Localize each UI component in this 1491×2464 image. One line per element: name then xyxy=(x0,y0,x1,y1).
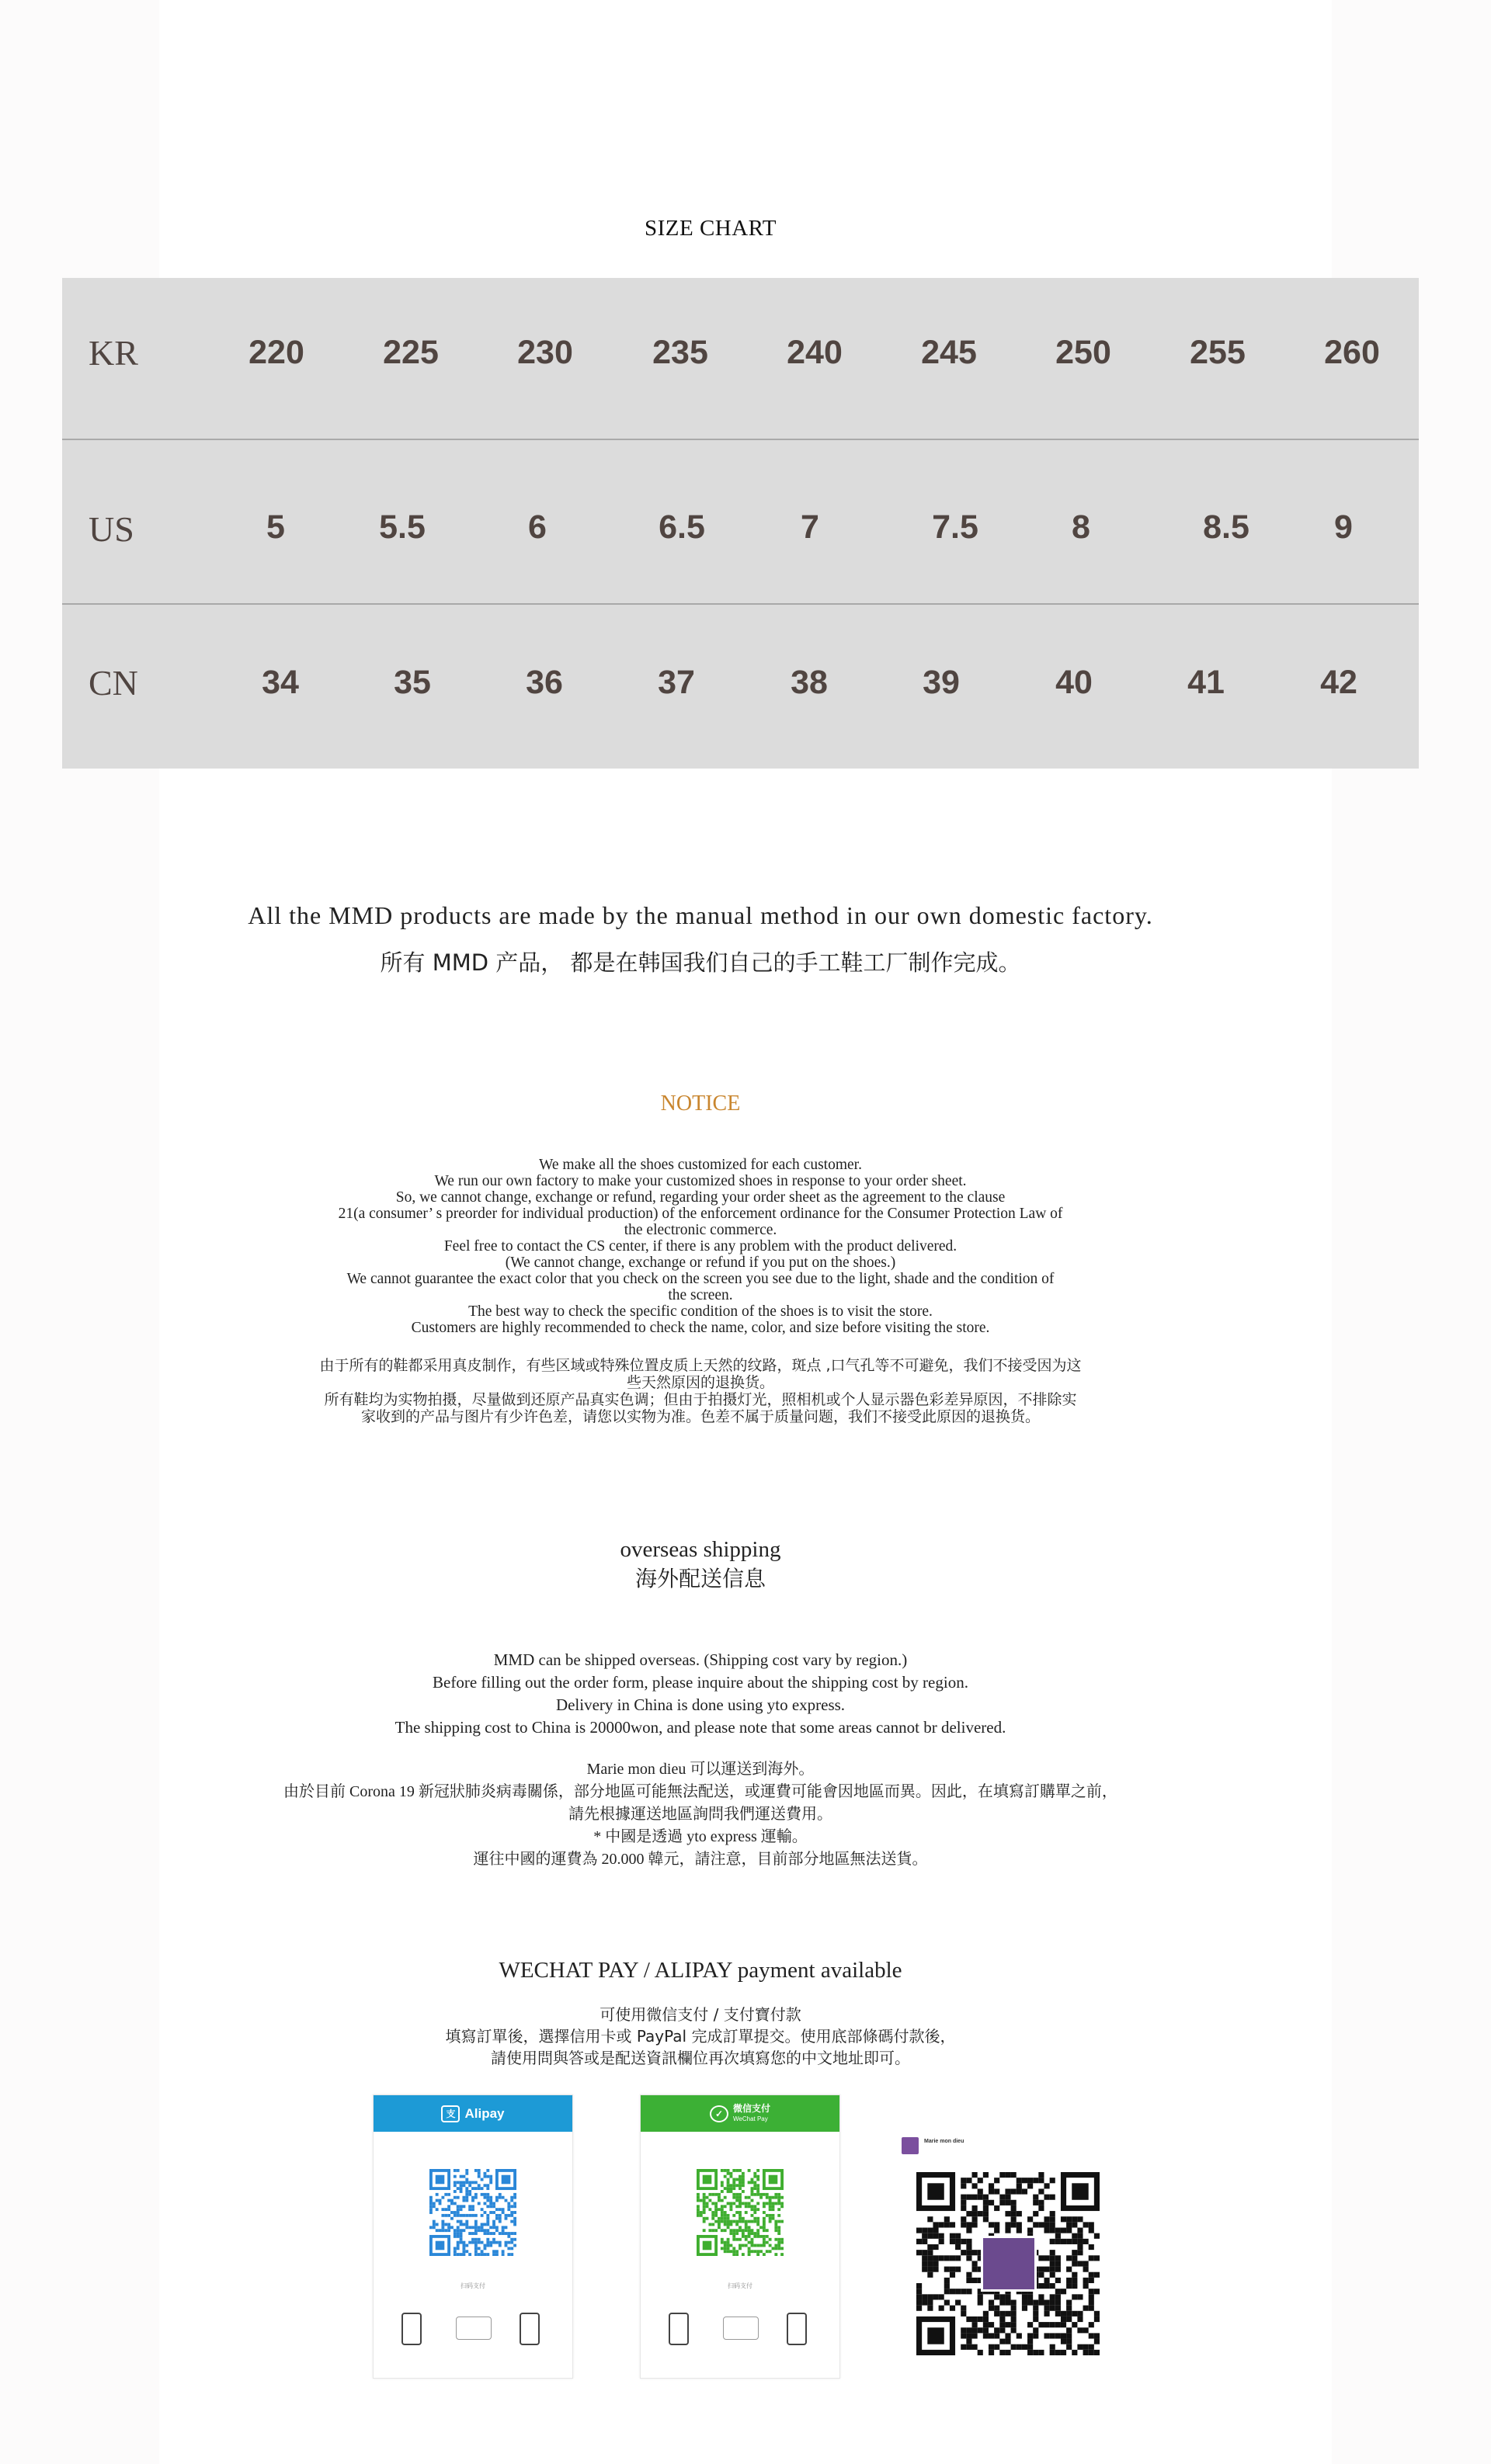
size-cell: 40 xyxy=(1055,664,1093,701)
size-cell: 9 xyxy=(1334,508,1353,546)
payment-text-cn xyxy=(0,2004,1401,2069)
size-cell: 41 xyxy=(1187,664,1225,701)
shipping-line: MMD can be shipped overseas. (Shipping cost vary by region.) xyxy=(493,1650,908,1669)
handmade-statement-cn: 所有 MMD 产品， 都是在韩国我们自己的手工鞋工厂制作完成。 xyxy=(380,949,1021,976)
shipping-line: Before filling out the order form, please inquire about the shipping cost by region. xyxy=(433,1673,968,1692)
shipping-line: 請先根據運送地區詢問我們運送費用。 xyxy=(568,1806,832,1823)
alipay-header xyxy=(374,2095,572,2132)
size-cell: 37 xyxy=(658,664,695,701)
shipping-line: The shipping cost to China is 20000won, and please note that some areas cannot br delivered. xyxy=(394,1718,1006,1737)
size-cell: 220 xyxy=(248,334,304,371)
notice-line: The best way to check the specific condition of the shoes is to visit the store. xyxy=(468,1303,933,1320)
shipping-line: 運往中國的運費為 20.000 韓元，請注意，目前部分地區無法送貨。 xyxy=(473,1851,928,1868)
wechat-pay-header xyxy=(641,2095,839,2132)
notice-line: the electronic commerce. xyxy=(624,1222,777,1238)
payment-line: 請使用問與答或是配送資訊欄位再次填寫您的中文地址即可。 xyxy=(491,2049,910,2067)
size-cell: 42 xyxy=(1320,664,1357,701)
size-cell: 240 xyxy=(787,334,843,371)
alipay-label: Alipay xyxy=(464,2105,505,2121)
size-cell: 235 xyxy=(652,334,708,371)
wechat-contact-name: Marie mon dieu xyxy=(924,2139,964,2144)
wechat-pay-label: 微信支付 xyxy=(732,2102,770,2114)
notice-text-cn xyxy=(0,1357,1401,1425)
size-cell: 225 xyxy=(383,334,439,371)
alipay-caption: 扫码支付 xyxy=(461,2282,485,2289)
wechat-pay-qr-code xyxy=(697,2169,784,2256)
notice-line: We run our own factory to make your customized shoes in response to your order sheet. xyxy=(434,1173,967,1189)
size-cell: 5.5 xyxy=(379,508,426,546)
amount-input-icon xyxy=(456,2317,492,2340)
phone-scan-icon xyxy=(669,2313,689,2345)
wechat-contact-card xyxy=(899,2114,1109,2384)
size-chart-table xyxy=(62,278,1419,769)
size-cell: 255 xyxy=(1190,334,1246,371)
size-cell: 250 xyxy=(1055,334,1111,371)
size-cell: 7 xyxy=(801,508,819,546)
size-cell: 8 xyxy=(1072,508,1090,546)
phone-scan-icon xyxy=(401,2313,422,2345)
notice-text-en xyxy=(0,1157,1401,1336)
notice-line: 由于所有的鞋都采用真皮制作，有些区域或特殊位置皮质上天然的纹路，斑点 ,口气孔等不可避免，我们不接受因为这 xyxy=(319,1357,1082,1374)
size-cell: 36 xyxy=(526,664,563,701)
size-row-label: US xyxy=(89,509,134,549)
shipping-line: 由於目前 Corona 19 新冠狀肺炎病毒關係，部分地區可能無法配送，或運費可能會因地區而異。因此，在填寫訂購單之前， xyxy=(283,1783,1117,1800)
notice-line: 家收到的产品与图片有少许色差，请您以实物为准。色差不属于质量问题，我们不接受此原因的退换货。 xyxy=(360,1408,1040,1425)
shipping-line: Delivery in China is done using yto express. xyxy=(555,1695,846,1714)
size-cell: 35 xyxy=(394,664,431,701)
notice-line: 所有鞋均为实物拍摄，尽量做到还原产品真实色调；但由于拍摄灯光，照相机或个人显示器色彩差异原因，不排除实 xyxy=(324,1391,1077,1408)
shipping-text-en xyxy=(0,1649,1401,1739)
notice-line: We make all the shoes customized for each customer. xyxy=(539,1157,862,1173)
wechat-pay-steps xyxy=(669,2313,812,2359)
size-cell: 5 xyxy=(266,508,285,546)
alipay-steps xyxy=(401,2313,544,2359)
size-cell: 39 xyxy=(923,664,960,701)
shipping-line: * 中國是透過 yto express 運輸。 xyxy=(593,1828,808,1845)
size-row-kr xyxy=(62,278,1419,439)
payment-line: 可使用微信支付 / 支付寶付款 xyxy=(600,2005,801,2024)
shipping-title-cn: 海外配送信息 xyxy=(634,1566,766,1591)
size-cell: 245 xyxy=(921,334,977,371)
size-row-label: KR xyxy=(89,333,138,373)
wechat-pay-sublabel: WeChat Pay xyxy=(732,2115,768,2122)
size-cell: 38 xyxy=(791,664,828,701)
wechat-pay-logo-icon: ✓ xyxy=(710,2105,728,2122)
size-cell: 230 xyxy=(517,334,573,371)
size-cell: 6 xyxy=(528,508,547,546)
payment-title: WECHAT PAY / ALIPAY payment available xyxy=(499,1958,902,1983)
size-cell: 7.5 xyxy=(932,508,978,546)
notice-line: 些天然原因的退换货。 xyxy=(626,1374,774,1391)
avatar xyxy=(902,2137,919,2154)
alipay-card xyxy=(373,2094,573,2379)
notice-line: Feel free to contact the CS center, if there is any problem with the product delivered. xyxy=(443,1238,958,1255)
payment-line: 填寫訂單後，選擇信用卡或 PayPal 完成訂單提交。使用底部條碼付款後， xyxy=(445,2027,956,2046)
payment-success-icon xyxy=(520,2313,540,2345)
notice-line: Customers are highly recommended to check the name, color, and size before visiting the store. xyxy=(411,1320,990,1336)
avatar xyxy=(981,2236,1037,2292)
amount-input-icon xyxy=(723,2317,759,2340)
size-row-us xyxy=(62,440,1419,603)
shipping-line: Marie mon dieu 可以運送到海外。 xyxy=(586,1761,815,1778)
size-cell: 6.5 xyxy=(659,508,705,546)
wechat-pay-card xyxy=(640,2094,840,2379)
notice-line: (We cannot change, exchange or refund if you put on the shoes.) xyxy=(505,1255,896,1271)
notice-line: 21(a consumer’ s preorder for individual production) of the enforcement ordinance for the Consumer Protection Law of xyxy=(338,1206,1063,1222)
size-cell: 260 xyxy=(1324,334,1380,371)
payment-success-icon xyxy=(787,2313,807,2345)
shipping-text-cn xyxy=(0,1758,1401,1871)
notice-line: the screen. xyxy=(668,1287,733,1303)
notice-title: NOTICE xyxy=(660,1091,741,1116)
size-row-label: CN xyxy=(89,663,138,703)
shipping-title: overseas shipping xyxy=(620,1537,781,1562)
size-cell: 34 xyxy=(262,664,299,701)
size-cell: 8.5 xyxy=(1203,508,1249,546)
alipay-qr-code xyxy=(429,2169,516,2256)
alipay-logo-icon: 支 xyxy=(441,2105,460,2122)
size-chart-title: SIZE CHART xyxy=(644,216,777,241)
notice-line: So, we cannot change, exchange or refund, regarding your order sheet as the agreement to the clause xyxy=(395,1189,1006,1206)
handmade-statement-en: All the MMD products are made by the manual method in our own domestic factory. xyxy=(248,901,1153,929)
notice-line: We cannot guarantee the exact color that you check on the screen you see due to the light, shade and the condition of xyxy=(346,1271,1055,1287)
wechat-pay-caption: 扫码支付 xyxy=(728,2282,752,2289)
size-row-cn xyxy=(62,605,1419,769)
